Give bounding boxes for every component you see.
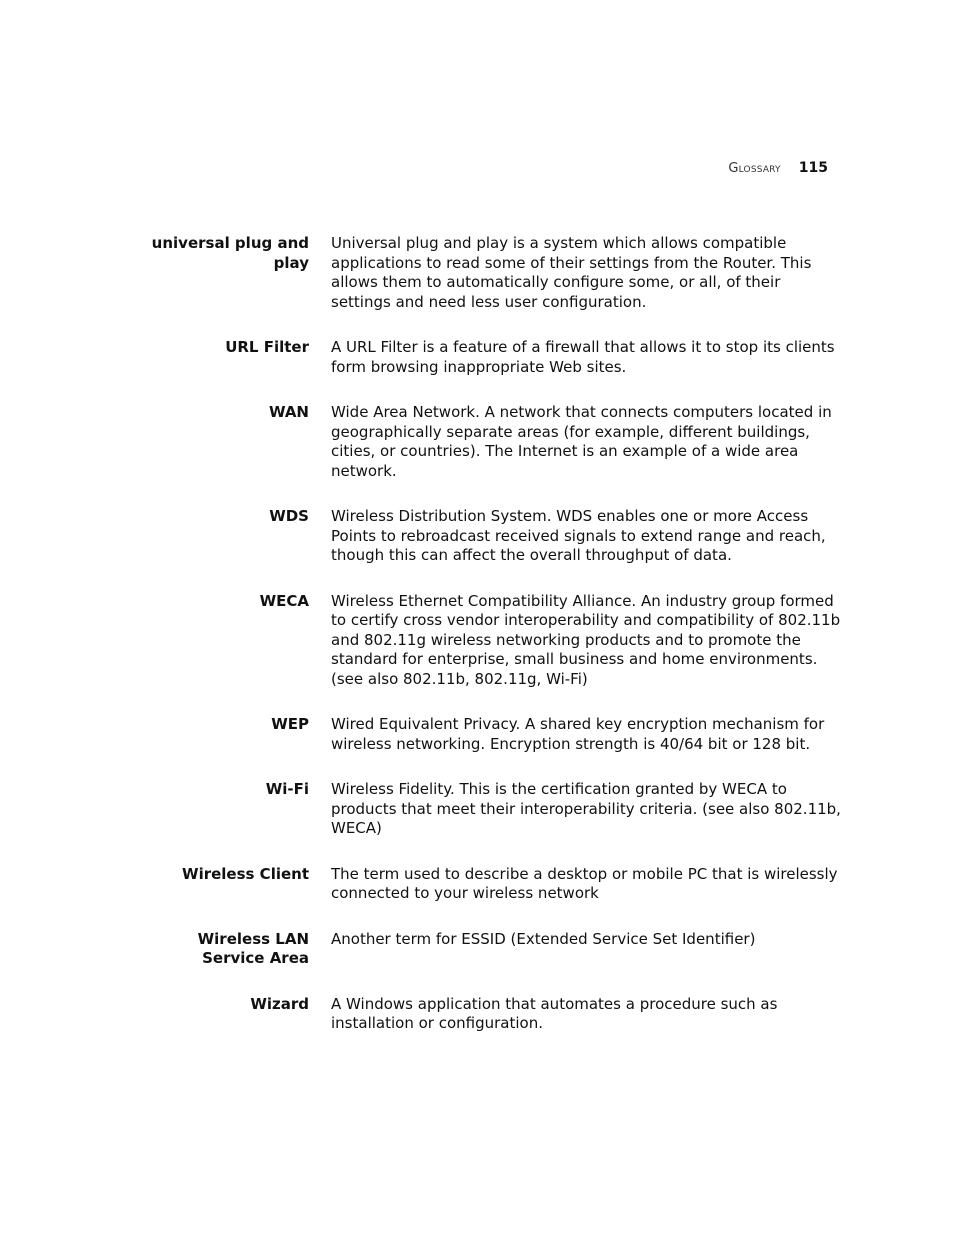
- glossary-list: [0, 234, 954, 1060]
- glossary-term: WEP: [271, 715, 309, 733]
- glossary-entry-wi-fi: [0, 780, 954, 839]
- glossary-definition: Wireless Distribution System. WDS enables one or more Access Points to rebroadcast received signals to extend range and reach, though this can affect the overall throughput of data.: [331, 507, 826, 564]
- glossary-term: WAN: [268, 403, 309, 421]
- running-header: [728, 160, 828, 176]
- glossary-definition: A URL Filter is a feature of a firewall that allows it to stop its clients form browsing inappropriate Web sites.: [331, 338, 835, 376]
- glossary-term: URL Filter: [225, 338, 309, 356]
- glossary-entry-wireless-lan-service-area: [0, 930, 954, 969]
- glossary-definition: The term used to describe a desktop or mobile PC that is wirelessly connected to your wireless network: [331, 864, 838, 902]
- glossary-term: WDS: [269, 507, 309, 525]
- glossary-entry-wep: [0, 715, 954, 754]
- page-number: 115: [798, 160, 828, 176]
- glossary-definition: Wireless Fidelity. This is the certification granted by WECA to products that meet their interoperability criteria. (see also 802.11b, WECA): [331, 780, 841, 837]
- glossary-entry-universal-plug-and-play: [0, 234, 954, 312]
- glossary-term: Wireless Client: [182, 864, 309, 883]
- glossary-definition: Universal plug and play is a system which allows compatible applications to read some of their settings from the Router. This allows them to automatically configure some, or all, of their settings and need less user configuration.: [331, 234, 812, 311]
- glossary-term: universal plug and play: [151, 234, 309, 272]
- glossary-definition: Wireless Ethernet Compatibility Alliance. An industry group formed to certify cross vendor interoperability and compatibility of 802.11b and 802.11g wireless networking products and to promote the standard for enterprise, small business and home environments. (see also 802.11b, 802.11g, Wi-Fi): [331, 591, 841, 688]
- glossary-term: WECA: [259, 591, 309, 610]
- glossary-entry-url-filter: [0, 338, 954, 377]
- glossary-entry-wds: [0, 507, 954, 566]
- glossary-term: Wireless LAN Service Area: [197, 929, 309, 967]
- glossary-entry-wizard: [0, 995, 954, 1034]
- glossary-definition: Wide Area Network. A network that connects computers located in geographically separate areas (for example, different buildings, cities, or countries). The Internet is an example of a wide area network.: [331, 403, 832, 480]
- glossary-entry-wireless-client: [0, 865, 954, 904]
- glossary-definition: Another term for ESSID (Extended Service Set Identifier): [331, 929, 756, 948]
- glossary-entry-wan: [0, 403, 954, 481]
- section-name: Glossary: [728, 161, 781, 176]
- glossary-entry-weca: [0, 592, 954, 690]
- glossary-definition: Wired Equivalent Privacy. A shared key encryption mechanism for wireless networking. Encryption strength is 40/64 bit or 128 bit.: [331, 715, 825, 753]
- glossary-definition: A Windows application that automates a procedure such as installation or configuration.: [331, 994, 778, 1032]
- glossary-term: Wizard: [250, 994, 309, 1013]
- glossary-term: Wi-Fi: [265, 780, 309, 798]
